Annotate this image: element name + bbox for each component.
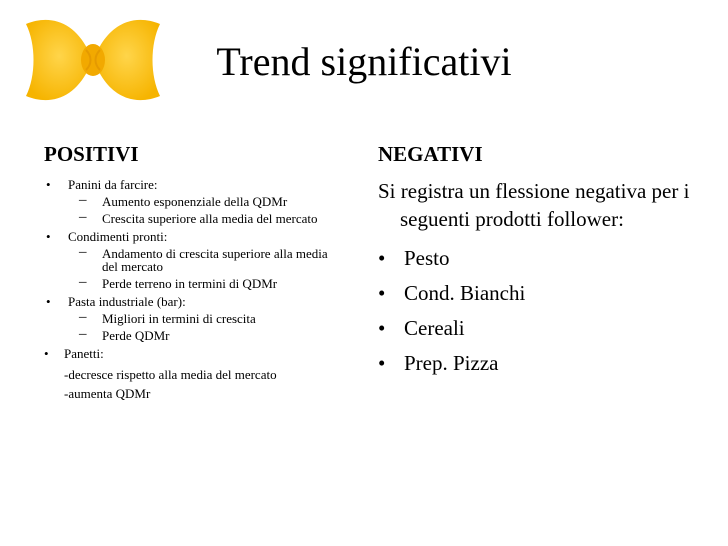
list-item — [44, 294, 344, 342]
list-item — [44, 177, 344, 225]
sub-list-item: – Perde terreno in termini di QDMr — [79, 274, 278, 292]
negative-heading: NEGATIVI — [378, 142, 483, 166]
sub-list-item: – Andamento di crescita superiore alla media del mercato — [79, 244, 328, 275]
list-item: • Prep. Pizza — [378, 346, 708, 381]
bullet-icon: • — [46, 229, 51, 245]
bullet-icon: • — [378, 246, 386, 271]
item-label: Panetti: — [64, 346, 104, 362]
list-item: • Cond. Bianchi — [378, 276, 708, 311]
bullet-icon: • — [44, 346, 49, 362]
positive-heading: POSITIVI — [44, 142, 139, 166]
bullet-icon: • — [378, 351, 386, 376]
bullet-icon: • — [378, 281, 386, 306]
item-label: Panini da farcire: — [68, 177, 158, 193]
sub-list-item: – Migliori in termini di crescita — [79, 309, 256, 327]
bullet-icon: • — [378, 316, 386, 341]
positive-column — [44, 142, 344, 402]
list-item: • Cereali — [378, 311, 708, 346]
bullet-icon: • — [46, 294, 51, 310]
positive-list — [44, 177, 344, 362]
list-item — [44, 229, 344, 290]
negative-list — [378, 241, 708, 381]
list-item — [44, 346, 344, 362]
item-label: Pasta industriale (bar): — [68, 294, 186, 310]
panetti-line: -aumenta QDMr — [64, 386, 151, 402]
list-item: • Pesto — [378, 241, 708, 276]
page-title: Trend significativi — [216, 39, 512, 84]
panetti-line: -decresce rispetto alla media del mercato — [64, 367, 277, 383]
bullet-icon: • — [46, 177, 51, 193]
sub-list-item: – Perde QDMr — [79, 326, 170, 344]
negative-intro: Si registra un flessione negativa per i seguenti prodotti follower: — [378, 179, 690, 232]
item-label: Condimenti pronti: — [68, 229, 168, 245]
sub-list-item: – Aumento esponenziale della QDMr — [79, 192, 288, 210]
negative-column — [378, 142, 708, 381]
sub-list-item: – Crescita superiore alla media del mercato — [79, 209, 318, 227]
